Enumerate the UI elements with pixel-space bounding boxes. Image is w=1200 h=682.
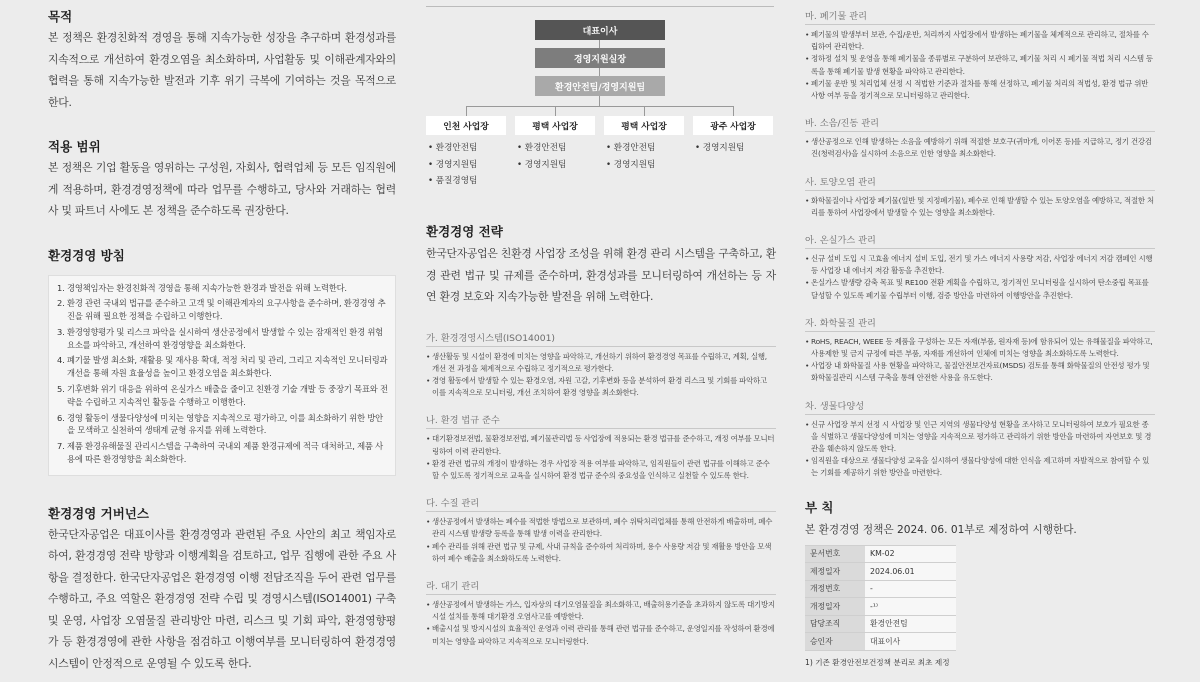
section-title: 나. 환경 법규 준수 [426,412,776,429]
bullet: • 폐기물의 발생부터 보관, 수집/운반, 처리까지 사업장에서 발생하는 폐기물을 체계적으로 관리하고, 절차를 수립하여 관리한다. [805,30,1149,52]
guideline-item: 5. 기후변화 위기 대응을 위하여 온실가스 배출을 줄이고 친환경 기술 개발 등 중장기 목표와 전략을 수립하고 지속적인 활동을 수행하고 이행한다. [57,384,388,407]
section-title: 아. 온실가스 관리 [805,232,1155,249]
bullet: • 폐수 관리를 위해 관련 법규 및 규제, 사내 규칙을 준수하여 처리하며, 용수 사용량 저감 및 재활용 방안을 모색하여 폐수 배출을 최소화하도록 노력한다. [426,541,772,563]
section-title: 라. 대기 관리 [426,578,776,595]
bullet: • 생산공정에서 발생하는 가스, 입자상의 대기오염물질을 최소화하고, 배출허용기준을 초과하지 않도록 대기방지시설 설치를 통해 대기환경 오염사고를 예방한다. [426,599,775,622]
section-title: 가. 환경경영시스템(ISO14001) [426,330,776,347]
guideline-item: 4. 폐기물 발생 최소화, 재활용 및 재사용 확대, 적정 처리 및 관리, 그리고 지속적인 모니터링과 개선을 통해 자원 효율성을 높이고 환경오염을 최소화한다. [57,355,388,379]
org-site-teams: • 환경안전팀 • 경영지원팀 [606,143,656,170]
bullet: • 생산활동 및 시설이 환경에 미치는 영향을 파악하고, 개선하기 위하여 환경경영 목표를 수립하고, 계획, 실행, 개선 전 과정을 체계적으로 수립하고 정기적으로 평가한다. [426,351,767,373]
table-row: 개정번호 - [805,580,956,598]
org-site-incheon: 인천 사업장 [426,116,506,135]
section-title: 마. 폐기물 관리 [805,8,1155,25]
footnote: 1) 기존 환경안전보건정책 분리로 최초 제정 [805,657,950,667]
bullet: • 폐기물 운반 및 처리업체 선정 시 적법한 기준과 절차를 통해 선정하고, 폐기물 처리의 적법성, 환경 법규 위반사항 여부 등을 정기적으로 모니터링하고 관리한다. [805,78,1149,101]
left-column [48,0,396,674]
guidelines-title: 환경경영 방침 [48,247,125,263]
org-site-pyeongtaek-1: 평택 사업장 [515,116,595,135]
org-branch-line [466,106,734,107]
guideline-item: 3. 환경영향평가 및 리스크 파악을 실시하여 생산공정에서 발생할 수 있는 잠재적인 환경 위험 요소를 파악하고, 개선하여 환경영향을 최소화한다. [57,326,383,350]
org-site-pyeongtaek-2: 평택 사업장 [604,116,684,135]
org-site-teams: • 환경안전팀 • 경영지원팀 [517,143,567,170]
bullet: • 신규 사업장 부지 선정 시 사업장 및 인근 지역의 생물다양성 현황을 조사하고 모니터링하여 보호가 필요한 종을 식별하고 생물다양성에 미치는 영향을 지속적으로 평가하고 관리하기 위한 방안을 마련하여 자연보호 및 경관을 훼손하지 않도록 한다. [805,419,1152,454]
bullet: • 대기환경보전법, 물환경보전법, 폐기물관리법 등 사업장에 적용되는 환경 법규를 준수하고, 개정 여부를 모니터링하여 이력 관리한다. [426,434,775,456]
org-ceo-box: 대표이사 [535,20,665,40]
purpose-body: 본 정책은 환경친화적 경영을 통해 지속가능한 성장을 추구하며 환경성과를 지속적으로 개선하여 환경오염을 최소화하며, 사업활동 및 이해관계자와의 협력을 통해 지속가능한 발전과 기후 위기 극복에 기여하는 것을 목적으로 한다. [48,31,396,109]
purpose-title: 목적 [48,9,73,24]
org-site-gwangju: 광주 사업장 [693,116,773,135]
org-support-box: 경영지원실장 [535,48,665,68]
org-connector [733,106,734,116]
appendix-title: 부 칙 [805,499,834,515]
bullet: • 경영 활동에서 발생할 수 있는 환경오염, 자원 고갈, 기후변화 등을 분석하여 환경 리스크 및 기회를 파악하고 이를 지속적으로 모니터링, 개선 조치하여 환경 영향을 최소화한다. [426,375,767,398]
guideline-item: 1. 경영책임자는 환경친화적 경영을 통해 지속가능한 환경과 발전을 위해 노력한다. [57,282,347,293]
governance-body: 한국단자공업은 대표이사를 환경경영과 관련된 주요 사안의 최고 책임자로 하여, 환경경영 전략 방향과 이행계획을 검토하고, 업무 집행에 관한 주요 사항을 결정한다. 한국단자공업은 환경경영 이행 전담조직을 두어 관련 업무를 수행하고, 주요 역할은 환경경영 전략 수립 및 경영시스템(ISO14001) 구축 및 운영, 사업장 오염물질 관리방안 마련, 리스크 및 기회 파악, 환경영향평가 등 환경경영에 관한 사항을 점검하고 이행여부를 모니터링하여 환경경영 시스템이 안정적으로 운영될 수 있도록 한다. [48,527,396,670]
policy-section [805,398,1155,480]
table-row: 승인자 대표이사 [805,633,956,651]
section-title: 사. 토양오염 관리 [805,174,1155,191]
policy-section [805,174,1155,219]
bullet: • 사업장 내 화학물질 사용 현황을 파악하고, 물질안전보건자료(MSDS) 검토를 통해 화학물질의 안전성 평가 및 화학물질관리 시스템 구축을 통해 안전한 사용을 유도한다. [805,361,1150,383]
table-row: 제정일자 2024.06.01 [805,563,956,581]
org-connector [644,106,645,116]
strategy-section [426,330,776,400]
section-title: 자. 화학물질 관리 [805,315,1155,332]
guideline-item: 2. 환경 관련 국내외 법규를 준수하고 고객 및 이해관계자의 요구사항을 준수하며, 환경경영 추진을 위해 필요한 정책을 수립하고 이행한다. [57,298,386,322]
section-title: 바. 소음/진동 관리 [805,115,1155,132]
strategy-body: 한국단자공업은 친환경 사업장 조성을 위해 환경 관리 시스템을 구축하고, 환경 관련 법규 및 규제를 준수하며, 환경성과를 모니터링하여 개선하는 등 자연 환경 보호와 지속가능한 발전을 위해 노력한다. [426,247,776,303]
bullet: • 임직원을 대상으로 생물다양성 교육을 실시하여 생물다양성에 대한 인식을 제고하며 자발적으로 참여할 수 있는 기회를 제공하기 위한 방안을 마련한다. [805,456,1150,478]
guideline-item: 7. 제품 환경유해물질 관리시스템을 구축하여 국내외 제품 환경규제에 적극 대처하고, 제품 사용에 따른 환경영향을 최소화한다. [57,441,383,465]
org-connector [599,40,600,48]
bullet: • 생산공정에서 발생하는 폐수를 적법한 방법으로 보관하며, 폐수 위탁처리업체를 통해 안전하게 배출하며, 폐수 관리 시스템 발생량 등록을 통해 발생 이력을 관리한다. [426,517,773,539]
bullet: • 온실가스 발생량 감축 목표 및 RE100 전환 계획을 수립하고, 정기적인 모니터링을 실시하여 탄소중립 목표를 달성할 수 있도록 폐기물 수립부터 이행, 검증 방안을 마련하여 이행방안을 추진한다. [805,278,1149,300]
strategy-title: 환경경영 전략 [426,224,503,239]
guidelines-box [48,275,396,476]
org-chart [426,6,774,196]
strategy-section [426,578,776,648]
org-team-box: 환경안전팀/경영지원팀 [535,76,665,96]
bullet: • 화학물질이나 사업장 폐기물(일반 및 지정폐기물), 폐수로 인해 발생할 수 있는 토양오염을 예방하고, 적절한 처리를 통하여 사업장에서 발생할 수 있는 영향을 최소화한다. [805,195,1154,217]
strategy-section [426,412,776,482]
bullet: • 생산공정으로 인해 발생하는 소음을 예방하기 위해 적절한 보호구(귀마개, 이어폰 등)를 지급하고, 정기 건강검진(청력검사)을 실시하여 소음으로 인한 영향을 최소화한다. [805,137,1152,159]
scope-body: 본 정책은 기업 활동을 영위하는 구성원, 자회사, 협력업체 등 모든 임직원에게 적용하며, 환경경영정책에 따라 업무를 수행하고, 당사와 거래하는 협력사 및 파트너 사에도 본 정책을 준수하도록 권장한다. [48,161,396,217]
bullet: • RoHS, REACH, WEEE 등 제품을 구성하는 모든 자재(부품, 원자재 등)에 함유되어 있는 유해물질을 파악하고, 사용제한 및 금지 규정에 따른 부품, 자재를 개선하여 인체에 미치는 영향을 최소화하도록 노력한다. [805,336,1153,359]
org-connector [599,96,600,106]
org-connector [466,106,467,116]
policy-section [805,315,1155,385]
table-row: 문서번호 KM-02 [805,545,956,563]
policy-section [805,8,1155,102]
appendix-body: 본 환경경영 정책은 2024. 06. 01부로 제정하여 시행한다. [805,523,1077,536]
scope-title: 적용 범위 [48,139,101,154]
guideline-item: 6. 경영 활동이 생물다양성에 미치는 영향을 지속적으로 평가하고, 이를 최소화하기 위한 방안을 모색하고 실천하여 생태계 균형 유지를 위해 노력한다. [57,412,383,436]
bullet: • 환경 관련 법규의 개정이 발생하는 경우 사업장 적용 여부를 파악하고, 임직원들이 관련 법규를 이해하고 준수할 수 있도록 정기적으로 교육을 실시하여 환경 법규 준수의 중요성을 인식하고 실천할 수 있도록 한다. [426,458,770,480]
governance-title: 환경경영 거버넌스 [48,505,149,521]
right-column [805,8,1155,668]
org-connector [599,68,600,76]
policy-section [805,232,1155,302]
org-connector [555,106,556,116]
org-site-teams: • 경영지원팀 [695,143,745,153]
strategy-section [426,495,776,565]
section-title: 차. 생물다양성 [805,398,1155,415]
bullet: • 배출시설 및 방지시설의 효율적인 운영과 이력 관리를 통해 관련 법규를 준수하고, 운영일지를 작성하여 환경에 미치는 영향을 파악하고 지속적으로 모니터링한다. [426,624,775,646]
table-row: 개정일자 -¹⁾ [805,598,956,616]
policy-section [805,115,1155,160]
document-info-table [805,545,956,651]
org-top-divider [426,6,774,7]
bullet: • 정하정 설치 및 운영을 통해 폐기물을 종류별로 구분하여 보관하고, 폐기물 처리 시 폐기물 적법 처리 시스템 등록을 통해 폐기물 발생 현황을 파악하고 관리한다. [805,54,1153,76]
table-row: 담당조직 환경안전팀 [805,615,956,633]
section-title: 다. 수질 관리 [426,495,776,512]
strategy-column [426,222,776,648]
org-site-teams: • 환경안전팀 • 경영지원팀 • 품질경영팀 [428,143,478,186]
bullet: • 신규 설비 도입 시 고효율 에너지 설비 도입, 전기 및 가스 에너지 사용량 저감, 사업장 에너지 저감 캠페인 시행 등 사업장 내 에너지 저감 활동을 추진한다. [805,254,1153,276]
